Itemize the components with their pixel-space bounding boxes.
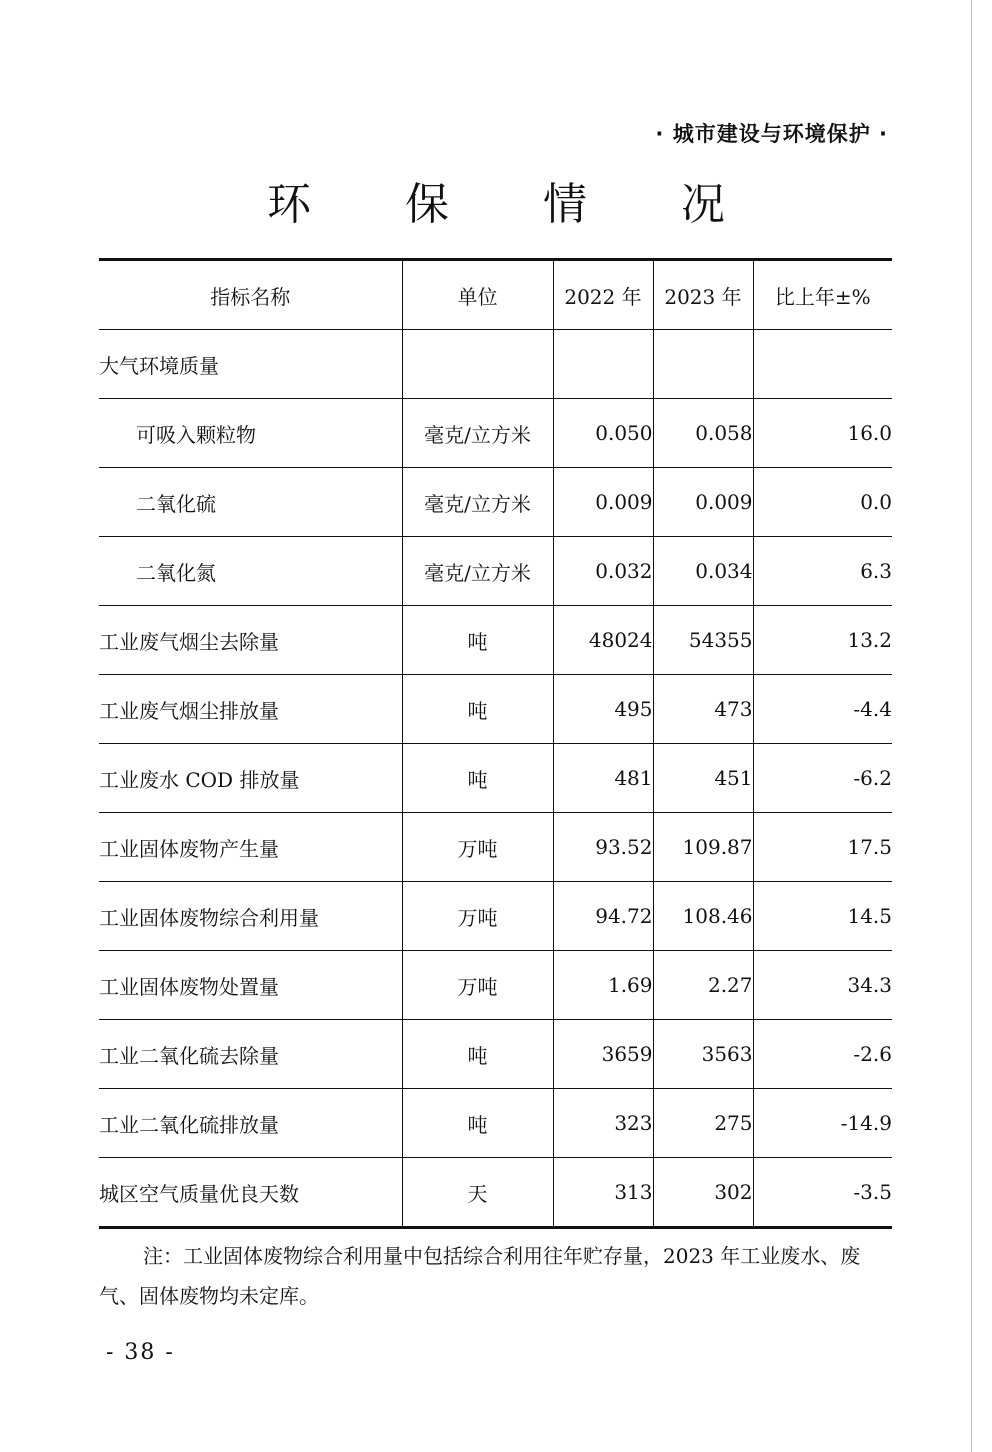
- column-header-indicator: 指标名称: [99, 260, 402, 330]
- indicator-name: 工业固体废物综合利用量: [99, 882, 402, 951]
- table-row: [99, 882, 892, 951]
- value-2022: [553, 330, 653, 399]
- unit-cell: 吨: [402, 675, 553, 744]
- table-row: [99, 744, 892, 813]
- page-title: 环 保 情 况: [267, 179, 765, 230]
- table-row: [99, 1020, 892, 1089]
- environment-table: [99, 258, 892, 1229]
- change-percent: -3.5: [753, 1158, 892, 1228]
- indicator-name: 大气环境质量: [99, 330, 402, 399]
- table-header-row: [99, 260, 892, 330]
- indicator-name: 工业固体废物产生量: [99, 813, 402, 882]
- unit-cell: 毫克/立方米: [402, 399, 553, 468]
- value-2022: 0.009: [553, 468, 653, 537]
- unit-cell: 吨: [402, 1020, 553, 1089]
- change-percent: 6.3: [753, 537, 892, 606]
- indicator-name: 工业二氧化硫去除量: [99, 1020, 402, 1089]
- value-2022: 1.69: [553, 951, 653, 1020]
- change-percent: 16.0: [753, 399, 892, 468]
- change-percent: -6.2: [753, 744, 892, 813]
- column-header-2022: 2022 年: [553, 260, 653, 330]
- indicator-name: 二氧化硫: [99, 468, 402, 537]
- unit-cell: 吨: [402, 744, 553, 813]
- column-header-change: 比上年±%: [753, 260, 892, 330]
- change-percent: 14.5: [753, 882, 892, 951]
- indicator-name: 工业废气烟尘排放量: [99, 675, 402, 744]
- unit-cell: 吨: [402, 606, 553, 675]
- indicator-name: 工业二氧化硫排放量: [99, 1089, 402, 1158]
- value-2023: 473: [653, 675, 753, 744]
- change-percent: -2.6: [753, 1020, 892, 1089]
- page-number: - 38 -: [106, 1340, 175, 1365]
- table-row: [99, 1158, 892, 1228]
- column-header-unit: 单位: [402, 260, 553, 330]
- value-2022: 48024: [553, 606, 653, 675]
- indicator-name: 可吸入颗粒物: [99, 399, 402, 468]
- value-2023: 54355: [653, 606, 753, 675]
- unit-cell: 万吨: [402, 882, 553, 951]
- indicator-name: 工业废水 COD 排放量: [99, 744, 402, 813]
- table-row: [99, 330, 892, 399]
- change-percent: 0.0: [753, 468, 892, 537]
- column-header-2023: 2023 年: [653, 260, 753, 330]
- value-2022: 94.72: [553, 882, 653, 951]
- unit-cell: 万吨: [402, 951, 553, 1020]
- change-percent: -4.4: [753, 675, 892, 744]
- change-percent: -14.9: [753, 1089, 892, 1158]
- value-2023: 451: [653, 744, 753, 813]
- value-2023: 302: [653, 1158, 753, 1228]
- indicator-name: 城区空气质量优良天数: [99, 1158, 402, 1228]
- value-2023: 0.034: [653, 537, 753, 606]
- value-2023: 2.27: [653, 951, 753, 1020]
- value-2022: 3659: [553, 1020, 653, 1089]
- value-2022: 0.032: [553, 537, 653, 606]
- value-2022: 0.050: [553, 399, 653, 468]
- unit-cell: 毫克/立方米: [402, 468, 553, 537]
- indicator-name: 二氧化氮: [99, 537, 402, 606]
- table-row: [99, 399, 892, 468]
- table-footnote: 注：工业固体废物综合利用量中包括综合利用往年贮存量，2023 年工业废水、废气、固体废物均未定库。: [99, 1244, 861, 1308]
- value-2022: 323: [553, 1089, 653, 1158]
- value-2023: 0.058: [653, 399, 753, 468]
- table-row: [99, 606, 892, 675]
- table-row: [99, 951, 892, 1020]
- change-percent: 17.5: [753, 813, 892, 882]
- value-2023: 0.009: [653, 468, 753, 537]
- unit-cell: 吨: [402, 1089, 553, 1158]
- unit-cell: [402, 330, 553, 399]
- value-2022: 495: [553, 675, 653, 744]
- table-row: [99, 537, 892, 606]
- value-2022: 313: [553, 1158, 653, 1228]
- table-row: [99, 1089, 892, 1158]
- unit-cell: 天: [402, 1158, 553, 1228]
- value-2022: 481: [553, 744, 653, 813]
- value-2023: 3563: [653, 1020, 753, 1089]
- value-2023: 108.46: [653, 882, 753, 951]
- value-2022: 93.52: [553, 813, 653, 882]
- indicator-name: 工业固体废物处置量: [99, 951, 402, 1020]
- change-percent: 13.2: [753, 606, 892, 675]
- change-percent: [753, 330, 892, 399]
- value-2023: 275: [653, 1089, 753, 1158]
- indicator-name: 工业废气烟尘去除量: [99, 606, 402, 675]
- table-row: [99, 468, 892, 537]
- table-row: [99, 813, 892, 882]
- section-header: · 城市建设与环境保护 ·: [655, 122, 888, 146]
- unit-cell: 毫克/立方米: [402, 537, 553, 606]
- change-percent: 34.3: [753, 951, 892, 1020]
- value-2023: 109.87: [653, 813, 753, 882]
- unit-cell: 万吨: [402, 813, 553, 882]
- table-row: [99, 675, 892, 744]
- value-2023: [653, 330, 753, 399]
